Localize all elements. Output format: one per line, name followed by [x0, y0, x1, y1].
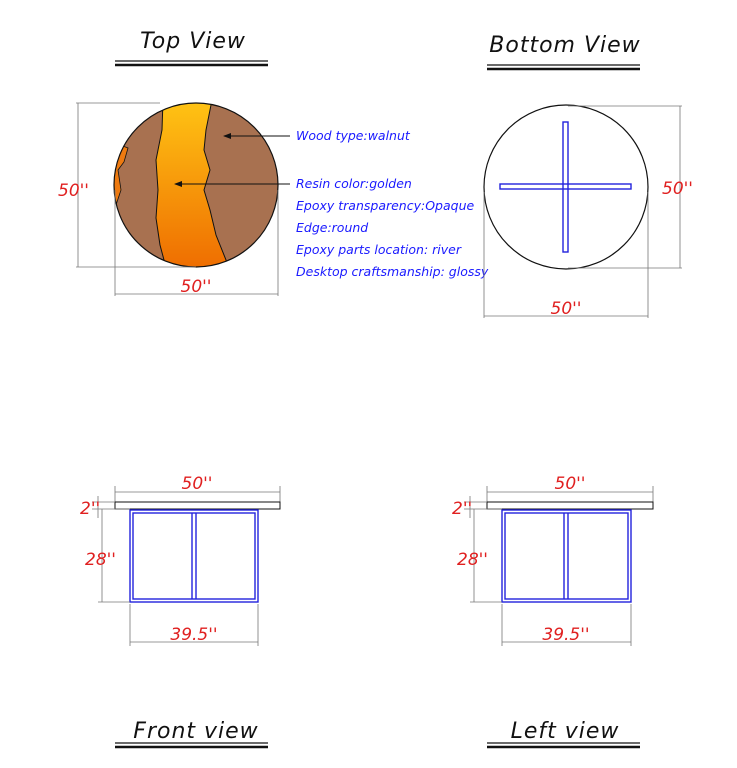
top-height-dim: 50'': [58, 181, 89, 201]
bottom-view-title: Bottom View: [489, 33, 641, 58]
left-view-title: Left view: [510, 719, 620, 744]
top-view: [58, 29, 290, 297]
front-tabletop: [115, 502, 280, 509]
bottom-outline-circle: [484, 105, 648, 269]
left-leg-height-dim: 28'': [457, 550, 488, 570]
note-location: Epoxy parts location: river: [296, 242, 461, 257]
cross-bar-vertical: [563, 122, 568, 252]
front-frame-inner: [133, 513, 255, 599]
left-frame-outer: [502, 510, 631, 602]
tabletop-top: [108, 100, 285, 275]
note-edge: Edge:round: [296, 220, 369, 235]
left-top-dim: 50'': [554, 474, 586, 494]
front-frame-outer: [130, 510, 258, 602]
top-view-title: Top View: [140, 29, 246, 54]
bottom-view: [484, 33, 693, 319]
top-width-dim: 50'': [180, 277, 212, 297]
front-leg-height-dim: 28'': [85, 550, 116, 570]
left-view: [452, 474, 653, 747]
left-base-dim: 39.5'': [542, 625, 590, 645]
left-thickness-dim: 2'': [452, 499, 473, 519]
cross-bar-horizontal: [500, 184, 631, 189]
note-craftsmanship: Desktop craftsmanship: glossy: [296, 264, 489, 279]
bottom-height-dim: 50'': [662, 179, 693, 199]
note-resin-color: Resin color:golden: [296, 176, 412, 191]
left-tabletop: [487, 502, 653, 509]
specification-notes: [296, 128, 489, 279]
front-thickness-dim: 2'': [80, 499, 101, 519]
front-view-title: Front view: [133, 719, 259, 744]
note-transparency: Epoxy transparency:Opaque: [296, 198, 475, 213]
left-frame-inner: [505, 513, 628, 599]
front-top-dim: 50'': [181, 474, 213, 494]
front-view: [80, 474, 280, 747]
front-base-dim: 39.5'': [170, 625, 218, 645]
bottom-width-dim: 50'': [550, 299, 582, 319]
note-wood-type: Wood type:walnut: [296, 128, 410, 143]
